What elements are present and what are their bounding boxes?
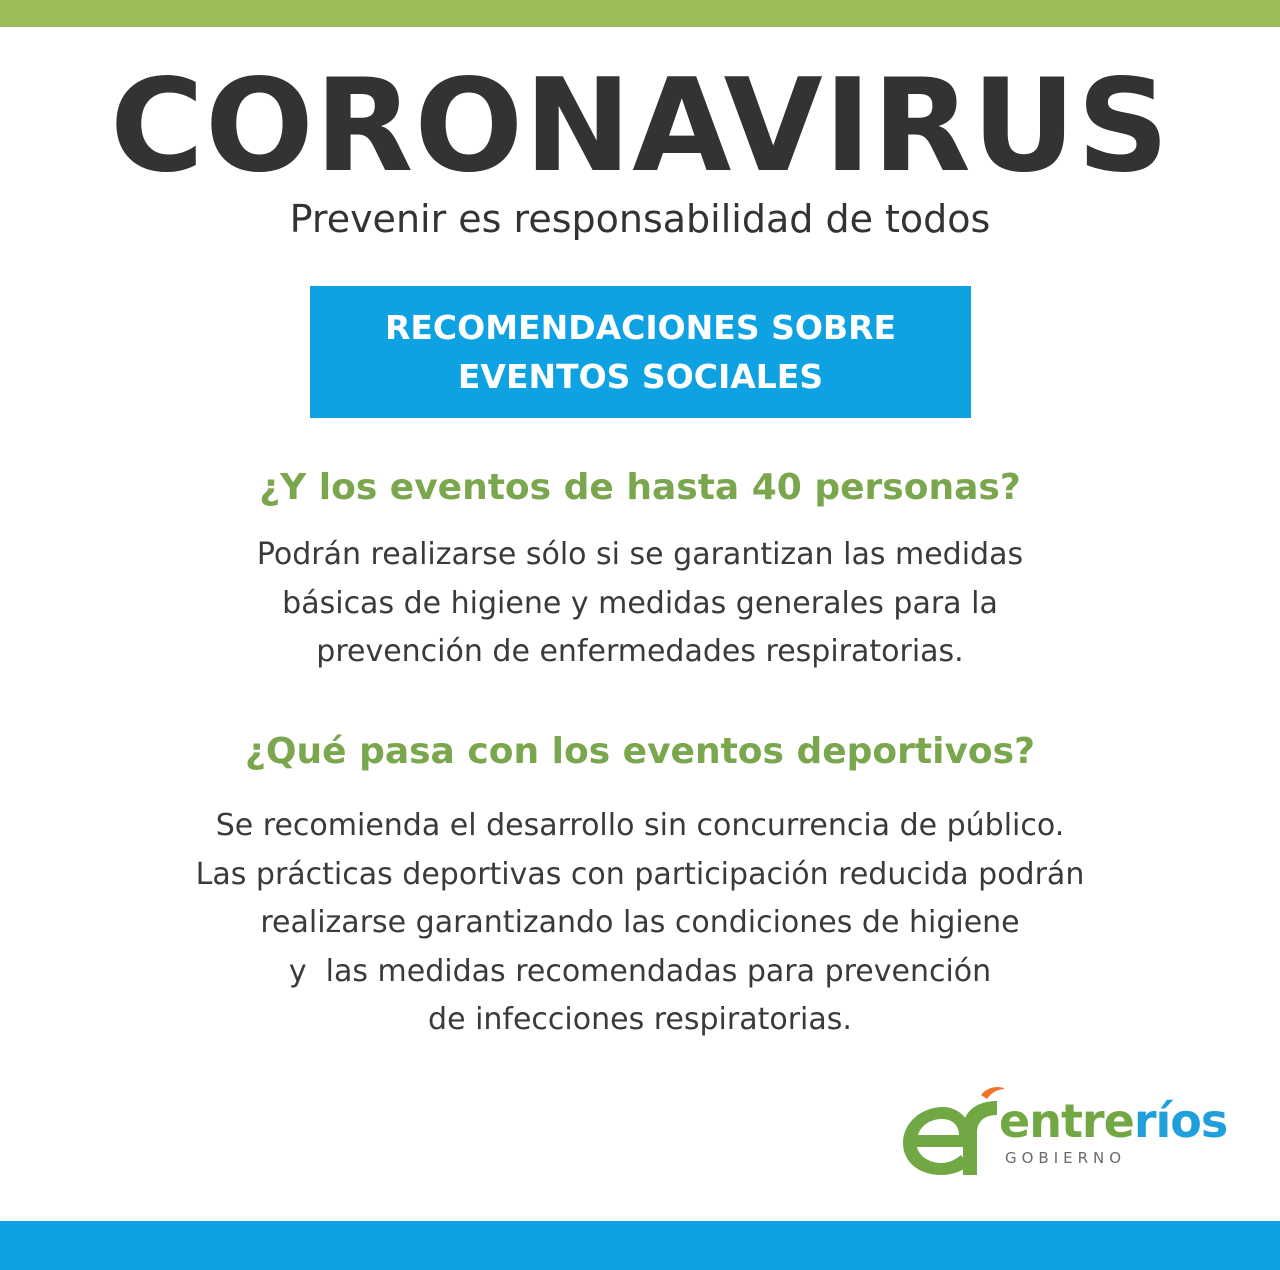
top-color-bar [0, 0, 1280, 27]
answer-line: y las medidas recomendadas para prevención [288, 953, 992, 989]
question-heading: ¿Y los eventos de hasta 40 personas? [259, 467, 1021, 508]
logo-subtitle: GOBIERNO [1005, 1149, 1127, 1167]
page-subtitle: Prevenir es responsabilidad de todos [289, 197, 991, 241]
answer-line: realizarse garantizando las condiciones de higiene [260, 905, 1020, 940]
answer-paragraph [0, 802, 1280, 1045]
logo-wordmark: entreríos [999, 1094, 1228, 1148]
answer-line: básicas de higiene y medidas generales para la [282, 585, 998, 621]
page-title: CORONAVIRUS [110, 52, 1170, 201]
answer-line: de infecciones respiratorias. [428, 1002, 852, 1037]
banner-line: EVENTOS SOCIALES [457, 357, 824, 396]
question-heading: ¿Qué pasa con los eventos deportivos? [245, 731, 1035, 772]
banner-line: RECOMENDACIONES SOBRE [384, 308, 897, 347]
er-monogram-icon [897, 1085, 1007, 1180]
answer-paragraph [0, 531, 1280, 677]
answer-line: prevención de enfermedades respiratorias. [316, 634, 964, 669]
bottom-color-bar [0, 1221, 1280, 1270]
recommendations-banner [310, 286, 971, 418]
entre-rios-logo [897, 1085, 1227, 1180]
answer-line: Podrán realizarse sólo si se garantizan las medidas [256, 537, 1024, 572]
answer-line: Las prácticas deportivas con participación reducida podrán [195, 856, 1085, 892]
answer-line: Se recomienda el desarrollo sin concurrencia de público. [215, 808, 1065, 843]
